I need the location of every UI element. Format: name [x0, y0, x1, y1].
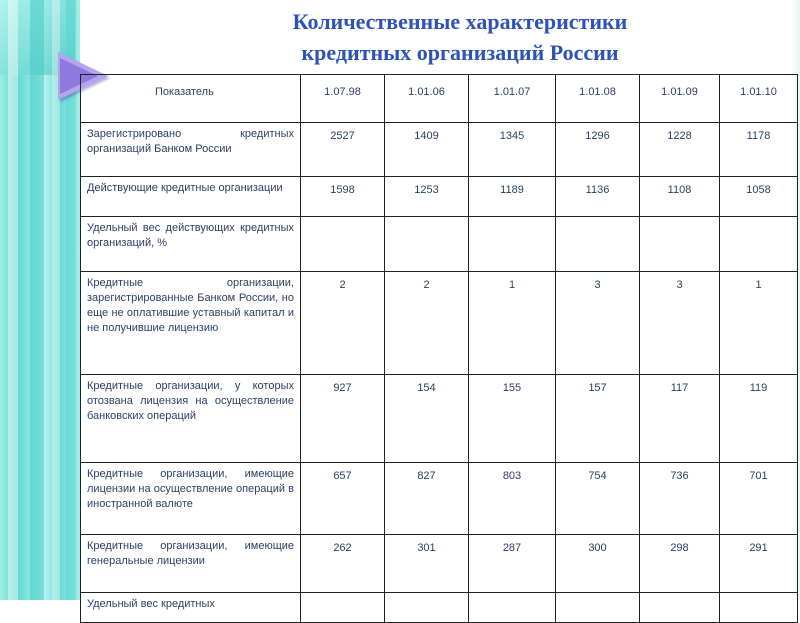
- table-cell: 262: [301, 535, 385, 593]
- column-header: 1.01.10: [720, 75, 798, 123]
- credit-organizations-table: [80, 74, 798, 623]
- row-label: Кредитные организации, имеющие лицензии на осуществление операций в иностранной валюте: [81, 463, 301, 535]
- table-cell: [469, 593, 556, 623]
- table-cell: 119: [720, 375, 798, 463]
- row-label: Удельный вес кредитных: [81, 593, 301, 623]
- page-title: [80, 6, 800, 68]
- table-cell: 154: [385, 375, 469, 463]
- table-cell: [720, 217, 798, 272]
- column-header: 1.01.07: [469, 75, 556, 123]
- table-cell: 287: [469, 535, 556, 593]
- table-cell: 301: [385, 535, 469, 593]
- table-cell: 1253: [385, 177, 469, 217]
- table-row: [81, 123, 798, 177]
- row-label: Кредитные организации, зарегистрированные Банком России, но еще не оплатившие уставный капитал и не получившие лицензию: [81, 272, 301, 375]
- table-cell: 827: [385, 463, 469, 535]
- column-header: 1.07.98: [301, 75, 385, 123]
- row-label: Действующие кредитные организации: [81, 177, 301, 217]
- table-cell: [556, 217, 640, 272]
- row-label: Зарегистрировано кредитных организаций Банком России: [81, 123, 301, 177]
- table-row: [81, 593, 798, 623]
- table-cell: 1: [720, 272, 798, 375]
- table-cell: 157: [556, 375, 640, 463]
- column-header: 1.01.08: [556, 75, 640, 123]
- table-cell: [720, 593, 798, 623]
- table-cell: 117: [640, 375, 720, 463]
- table-cell: 803: [469, 463, 556, 535]
- table-cell: 1136: [556, 177, 640, 217]
- table-cell: 2: [385, 272, 469, 375]
- title-line-2: кредитных организаций России: [301, 40, 619, 65]
- row-label: Кредитные организации, у которых отозвана лицензия на осуществление банковских операций: [81, 375, 301, 463]
- table-cell: [301, 217, 385, 272]
- title-line-1: Количественные характеристики: [292, 9, 628, 34]
- table-row: [81, 217, 798, 272]
- table-cell: [301, 593, 385, 623]
- table-cell: 155: [469, 375, 556, 463]
- table-header-row: [81, 75, 798, 123]
- table-cell: 291: [720, 535, 798, 593]
- table-cell: [556, 593, 640, 623]
- table-cell: 927: [301, 375, 385, 463]
- table-cell: 2: [301, 272, 385, 375]
- table-cell: 736: [640, 463, 720, 535]
- table-cell: [640, 593, 720, 623]
- table-row: [81, 463, 798, 535]
- table-cell: 1228: [640, 123, 720, 177]
- table-cell: 1598: [301, 177, 385, 217]
- table-cell: 3: [556, 272, 640, 375]
- table-cell: 298: [640, 535, 720, 593]
- table-cell: 701: [720, 463, 798, 535]
- table-cell: 1189: [469, 177, 556, 217]
- table-cell: [640, 217, 720, 272]
- table-cell: 1058: [720, 177, 798, 217]
- row-label: Удельный вес действующих кредитных организаций, %: [81, 217, 301, 272]
- table-cell: [385, 217, 469, 272]
- table-cell: [469, 217, 556, 272]
- column-header: 1.01.06: [385, 75, 469, 123]
- table-cell: 1296: [556, 123, 640, 177]
- table-cell: 1: [469, 272, 556, 375]
- column-header: 1.01.09: [640, 75, 720, 123]
- table-cell: 657: [301, 463, 385, 535]
- table-cell: 1345: [469, 123, 556, 177]
- table-cell: 300: [556, 535, 640, 593]
- column-header: Показатель: [81, 75, 301, 123]
- table-cell: 1409: [385, 123, 469, 177]
- table-row: [81, 177, 798, 217]
- row-label: Кредитные организации, имеющие генеральные лицензии: [81, 535, 301, 593]
- table-cell: [385, 593, 469, 623]
- table-cell: 754: [556, 463, 640, 535]
- table-row: [81, 535, 798, 593]
- table-cell: 1178: [720, 123, 798, 177]
- table-cell: 3: [640, 272, 720, 375]
- table-cell: 1108: [640, 177, 720, 217]
- table-row: [81, 272, 798, 375]
- table-cell: 2527: [301, 123, 385, 177]
- table-row: [81, 375, 798, 463]
